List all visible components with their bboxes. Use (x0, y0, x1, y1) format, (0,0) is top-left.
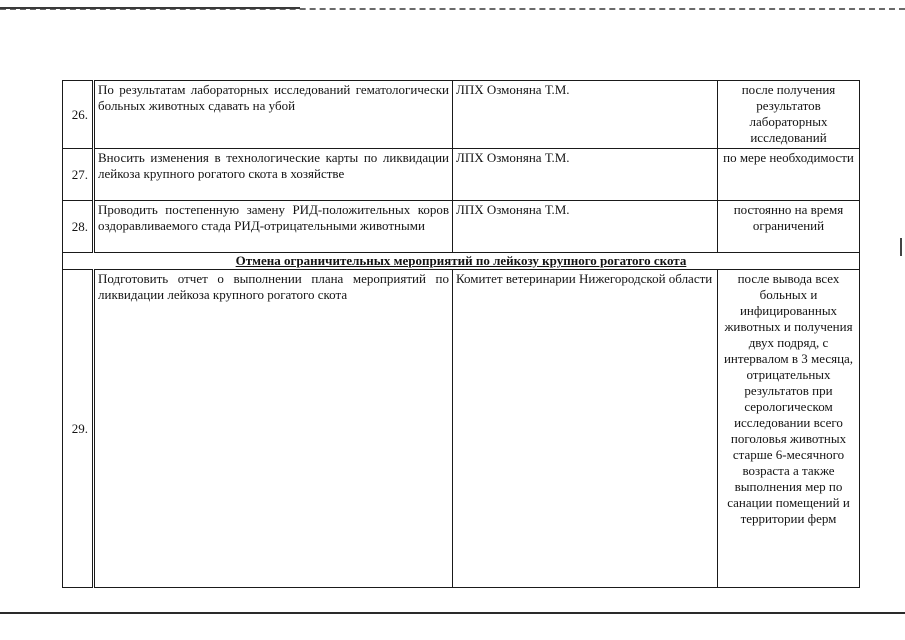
responsible-cell: Комитет ветеринарии Нижегородской области (453, 270, 718, 588)
responsible-cell: ЛПХ Озмоняна Т.М. (453, 201, 718, 253)
term-cell: после вывода всех больных и инфицированных животных и получения двух подряд, с интервалом в 3 месяца, отрицательных результатов при серологическом исследовании всего поголовья животных старше 6-месячного возраста а также выполнения мер по санации помещений и территории ферм (718, 270, 860, 588)
row-number: 26. (63, 81, 94, 149)
row-number: 28. (63, 201, 94, 253)
scan-artifact-bottom-line (0, 612, 905, 614)
row-number: 27. (63, 149, 94, 201)
term-cell: постоянно на время ограничений (718, 201, 860, 253)
measures-table (62, 80, 860, 588)
task-cell: Проводить постепенную замену РИД-положительных коров оздоравливаемого стада РИД-отрицательными животными (94, 201, 453, 253)
table-row (63, 149, 860, 201)
section-title: Отмена ограничительных мероприятий по лейкозу крупного рогатого скота (63, 253, 860, 270)
table-row (63, 201, 860, 253)
row-number: 29. (63, 270, 94, 588)
scan-artifact-top-solid (0, 7, 300, 9)
table-row (63, 270, 860, 588)
task-cell: Подготовить отчет о выполнении плана мероприятий по ликвидации лейкоза крупного рогатого скота (94, 270, 453, 588)
table-row (63, 81, 860, 149)
task-cell: Вносить изменения в технологические карты по ликвидации лейкоза крупного рогатого скота в хозяйстве (94, 149, 453, 201)
term-cell: по мере необходимости (718, 149, 860, 201)
responsible-cell: ЛПХ Озмоняна Т.М. (453, 149, 718, 201)
scan-artifact-margin-mark (900, 238, 902, 256)
task-cell: По результатам лабораторных исследований гематологически больных животных сдавать на убой (94, 81, 453, 149)
responsible-cell: ЛПХ Озмоняна Т.М. (453, 81, 718, 149)
term-cell: после получения результатов лабораторных исследований (718, 81, 860, 149)
section-header-row (63, 253, 860, 270)
